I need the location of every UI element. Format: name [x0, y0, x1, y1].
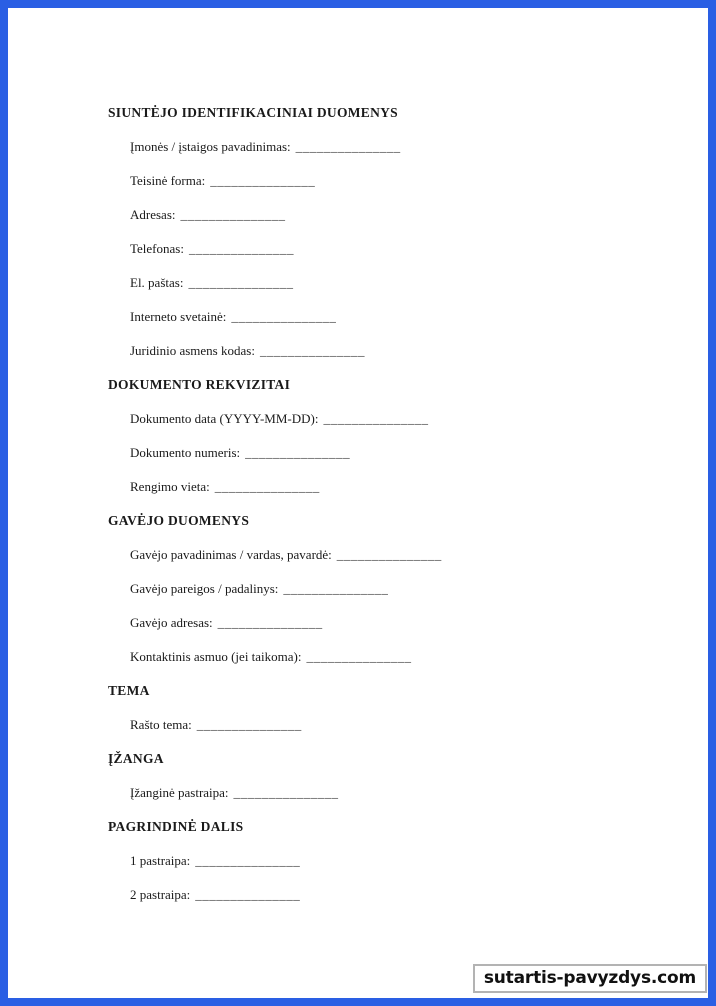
- field-label: Rašto tema:: [130, 717, 192, 732]
- section-heading-recipient-data: GAVĖJO DUOMENYS: [108, 513, 250, 528]
- field-blank-line: _______________: [245, 445, 351, 460]
- section-heading-introduction: ĮŽANGA: [108, 751, 164, 766]
- field-blank-line: _______________: [214, 479, 320, 494]
- field-label: Juridinio asmens kodas:: [130, 343, 255, 358]
- field-paragraph-2: [130, 878, 678, 912]
- field-blank-line: _______________: [283, 581, 389, 596]
- field-website: [130, 300, 678, 334]
- field-blank-line: _______________: [196, 717, 302, 732]
- field-label: Dokumento data (YYYY-MM-DD):: [130, 411, 319, 426]
- field-blank-line: _______________: [195, 853, 301, 868]
- section-heading-main-part: PAGRINDINĖ DALIS: [108, 819, 244, 834]
- field-blank-line: _______________: [180, 207, 286, 222]
- field-label: 1 pastraipa:: [130, 853, 191, 868]
- field-paragraph-1: [130, 844, 678, 878]
- field-blank-line: _______________: [188, 275, 294, 290]
- field-legal-entity-code: [130, 334, 678, 368]
- field-label: Gavėjo adresas:: [130, 615, 213, 630]
- field-label: El. paštas:: [130, 275, 184, 290]
- field-legal-form: [130, 164, 678, 198]
- field-label: Įžanginė pastraipa:: [130, 785, 229, 800]
- field-label: Rengimo vieta:: [130, 479, 210, 494]
- document-content: [8, 8, 708, 912]
- field-label: Teisinė forma:: [130, 173, 206, 188]
- field-phone: [130, 232, 678, 266]
- field-contact-person: [130, 640, 678, 674]
- field-document-number: [130, 436, 678, 470]
- watermark-text: sutartis-pavyzdys.com: [483, 968, 696, 988]
- field-label: Įmonės / įstaigos pavadinimas:: [130, 139, 291, 154]
- field-blank-line: _______________: [336, 547, 442, 562]
- field-label: Kontaktinis asmuo (jei taikoma):: [130, 649, 302, 664]
- field-label: Adresas:: [130, 207, 176, 222]
- field-recipient-address: [130, 606, 678, 640]
- field-blank-line: _______________: [217, 615, 323, 630]
- field-label: Gavėjo pareigos / padalinys:: [130, 581, 279, 596]
- field-blank-line: _______________: [210, 173, 316, 188]
- field-preparation-place: [130, 470, 678, 504]
- field-recipient-position: [130, 572, 678, 606]
- section-heading-document-requisites: DOKUMENTO REKVIZITAI: [108, 377, 291, 392]
- field-blank-line: _______________: [259, 343, 365, 358]
- field-label: Dokumento numeris:: [130, 445, 241, 460]
- section-heading-topic: TEMA: [108, 683, 150, 698]
- field-blank-line: _______________: [323, 411, 429, 426]
- field-email: [130, 266, 678, 300]
- field-company-name: [130, 130, 678, 164]
- watermark-badge: [473, 964, 707, 993]
- field-blank-line: _______________: [231, 309, 337, 324]
- section-heading-sender-data: SIUNTĖJO IDENTIFIKACINIAI DUOMENYS: [108, 105, 398, 120]
- field-blank-line: _______________: [295, 139, 401, 154]
- field-recipient-name: [130, 538, 678, 572]
- field-blank-line: _______________: [233, 785, 339, 800]
- field-label: Telefonas:: [130, 241, 184, 256]
- field-blank-line: _______________: [306, 649, 412, 664]
- field-address: [130, 198, 678, 232]
- field-letter-topic: [130, 708, 678, 742]
- document-page: [8, 8, 708, 998]
- field-label: 2 pastraipa:: [130, 887, 191, 902]
- field-blank-line: _______________: [188, 241, 294, 256]
- field-document-date: [130, 402, 678, 436]
- field-label: Interneto svetainė:: [130, 309, 227, 324]
- field-label: Gavėjo pavadinimas / vardas, pavardė:: [130, 547, 332, 562]
- field-blank-line: _______________: [195, 887, 301, 902]
- field-intro-paragraph: [130, 776, 678, 810]
